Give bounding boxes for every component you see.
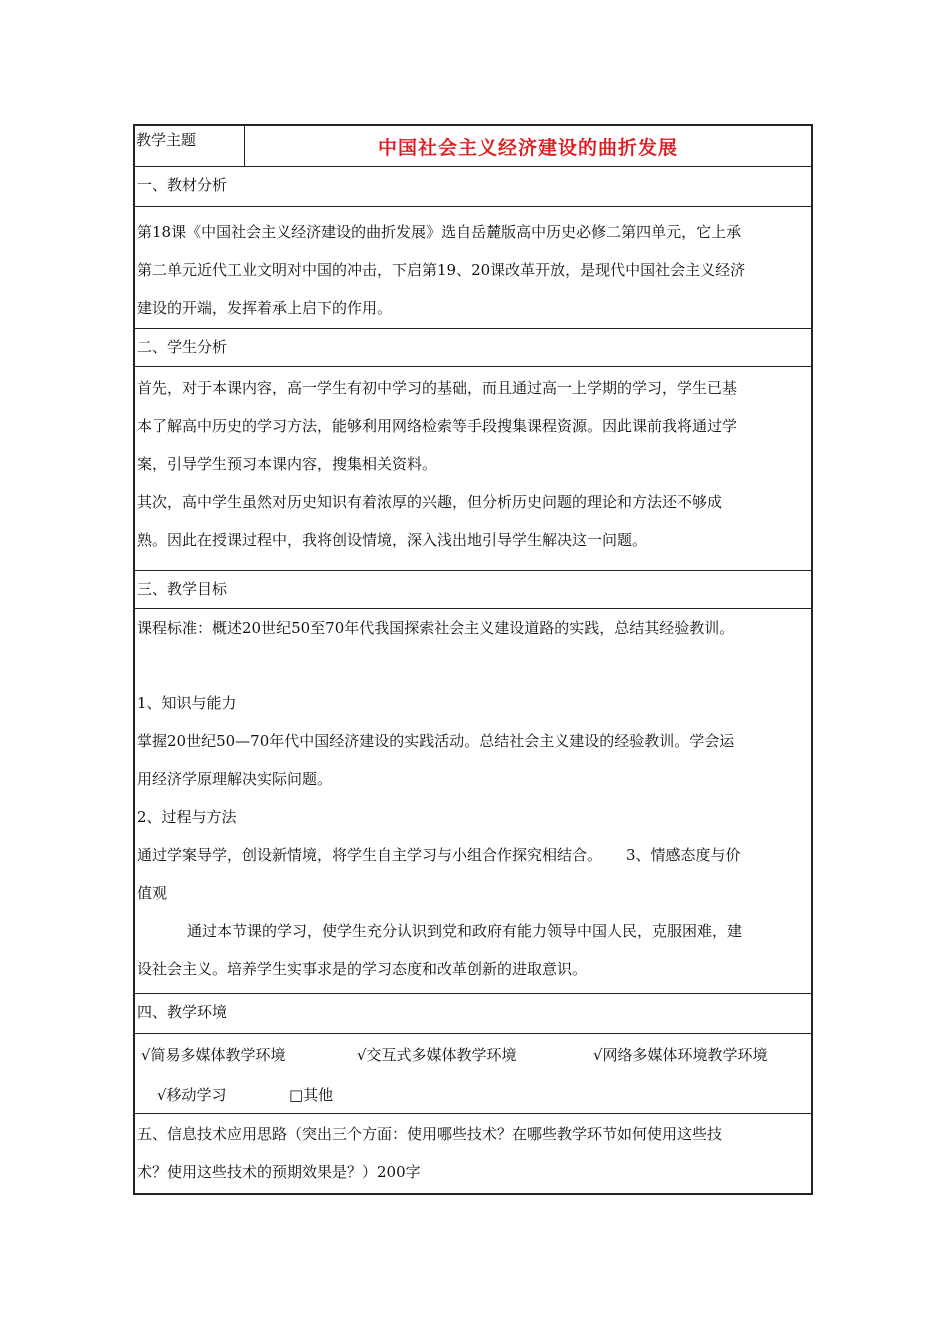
section-heading: 二、学生分析 bbox=[137, 338, 228, 356]
text-line bbox=[137, 836, 809, 874]
env-option-interactive[interactable]: √交互式多媒体教学环境 bbox=[357, 1046, 517, 1064]
subheading: 2、过程与方法 bbox=[137, 808, 237, 826]
paragraph bbox=[137, 684, 809, 988]
topic-label: 教学主题 bbox=[135, 126, 245, 166]
process-text: 通过学案导学，创设新情境，将学生自主学习与小组合作探究相结合。 bbox=[137, 846, 603, 864]
paragraph bbox=[137, 609, 809, 647]
text-line: 用经济学原理解决实际问题。 bbox=[137, 770, 333, 788]
text-line: 术？使用这些技术的预期效果是？）200字 bbox=[137, 1163, 421, 1181]
text-line: 其次，高中学生虽然对历史知识有着浓厚的兴趣，但分析历史问题的理论和方法还不够成 bbox=[137, 493, 723, 511]
section-heading-row bbox=[135, 993, 811, 1033]
text-line: 建设的开端，发挥着承上启下的作用。 bbox=[137, 299, 393, 317]
section-heading: 四、教学环境 bbox=[137, 1003, 228, 1021]
section-body-row bbox=[135, 608, 811, 993]
text-line: 本了解高中历史的学习方法，能够利用网络检索等手段搜集课程资源。因此课前我将通过学 bbox=[137, 417, 738, 435]
course-standard: 课程标准：概述20世纪50至70年代我国探索社会主义建设道路的实践，总结其经验教训。 bbox=[137, 619, 735, 637]
text-line: 第18课《中国社会主义经济建设的曲折发展》选自岳麓版高中历史必修二第四单元，它上承 bbox=[137, 223, 742, 241]
section-heading-row bbox=[135, 570, 811, 608]
env-option-network[interactable]: √网络多媒体环境教学环境 bbox=[593, 1046, 768, 1064]
lesson-plan-table bbox=[133, 124, 813, 1195]
paragraph bbox=[137, 1115, 809, 1191]
text-line: 设社会主义。培养学生实事求是的学习态度和改革创新的进取意识。 bbox=[137, 960, 588, 978]
section-heading-row bbox=[135, 166, 811, 206]
text-line: 掌握20世纪50—70年代中国经济建设的实践活动。总结社会主义建设的经验教训。学会运 bbox=[137, 732, 735, 750]
subheading: 值观 bbox=[137, 884, 168, 902]
section-heading-row bbox=[135, 328, 811, 366]
subheading: 1、知识与能力 bbox=[137, 694, 237, 712]
section-body-row bbox=[135, 366, 811, 570]
paragraph bbox=[137, 213, 809, 327]
env-option-mobile[interactable]: √移动学习 bbox=[157, 1086, 227, 1104]
env-option-simple[interactable]: √简易多媒体教学环境 bbox=[141, 1046, 286, 1064]
text-line: 第二单元近代工业文明对中国的冲击，下启第19、20课改革开放，是现代中国社会主义经济 bbox=[137, 261, 746, 279]
text-line: 五、信息技术应用思路（突出三个方面：使用哪些技术？在哪些教学环节如何使用这些技 bbox=[137, 1125, 723, 1143]
text-line: 通过本节课的学习，使学生充分认识到党和政府有能力领导中国人民，克服困难，建 bbox=[187, 922, 743, 940]
paragraph bbox=[137, 369, 809, 559]
section-body-row bbox=[135, 1113, 811, 1195]
text-line: 熟。因此在授课过程中，我将创设情境，深入浅出地引导学生解决这一问题。 bbox=[137, 531, 648, 549]
page-title: 中国社会主义经济建设的曲折发展 bbox=[377, 137, 678, 159]
text-line: 首先，对于本课内容，高一学生有初中学习的基础，而且通过高一上学期的学习，学生已基 bbox=[137, 379, 738, 397]
section-body-row bbox=[135, 1033, 811, 1113]
subheading: 3、情感态度与价 bbox=[626, 846, 741, 864]
section-heading: 一、教材分析 bbox=[137, 176, 228, 194]
env-option-other[interactable]: □其他 bbox=[289, 1086, 334, 1104]
text-line: 案，引导学生预习本课内容，搜集相关资料。 bbox=[137, 455, 438, 473]
section-body-row bbox=[135, 206, 811, 328]
section-heading: 三、教学目标 bbox=[137, 580, 228, 598]
